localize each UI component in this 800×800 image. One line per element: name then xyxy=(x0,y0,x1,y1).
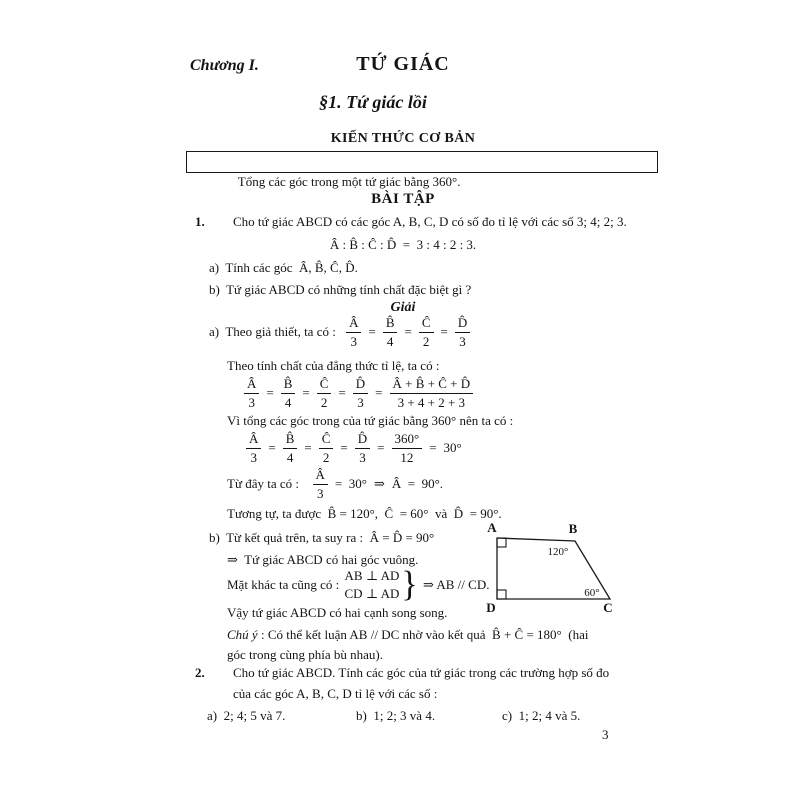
chapter-label: Chương I. xyxy=(190,57,259,74)
knowledge-heading: KIẾN THỨC CƠ BẢN xyxy=(330,131,476,146)
problem2-number: 2. xyxy=(195,665,205,680)
exercises-heading: BÀI TẬP xyxy=(371,191,435,207)
trapezoid-figure xyxy=(475,518,625,616)
solution-b-system-row xyxy=(227,563,489,607)
knowledge-box xyxy=(186,151,658,189)
section-title: §1. Tứ giác lồi xyxy=(319,92,427,112)
problem1-number: 1. xyxy=(195,214,205,229)
solution-b-result-line: b) Từ kết quả trên, ta suy ra : Â = D̂ = 90° xyxy=(209,530,435,545)
equation-angle-a-90: $\frac{Â}{3}$ = 30° ⇒ Â = 90°. xyxy=(313,467,444,501)
chapter-title: TỨ GIÁC xyxy=(356,53,450,75)
problem1-part-a: a) Tính các góc Â, B̂, Ĉ, D̂. xyxy=(209,260,358,275)
solution-b-note-line1 xyxy=(227,626,588,643)
problem2-option-a: a) 2; 4; 5 và 7. xyxy=(207,708,286,723)
solution-a-lead: a) Theo giả thiết, ta có : xyxy=(209,324,340,339)
problem1-part-b: b) Tứ giác ABCD có những tính chất đặc biệt gì ? xyxy=(209,282,472,297)
problem1-statement: Cho tứ giác ABCD có các góc A, B, C, D có số đo tỉ lệ với các số 3; 4; 2; 3. xyxy=(233,214,627,229)
equation-ratio-fractions: $\frac{Â}{3}$ = $\frac{B̂}{4}$ = $\frac{Ĉ}{2}$ = $\frac{D̂}{3}$ xyxy=(346,315,470,349)
system-line2: CD ⊥ AD xyxy=(344,586,400,601)
solution-a-property-line: Theo tính chất của đẳng thức tỉ lệ, ta có : xyxy=(227,358,440,373)
angle-label-c: 60° xyxy=(584,587,600,599)
solution-a-deduce-lead: Từ đây ta có : xyxy=(227,476,306,491)
system-lead: Mặt khác ta cũng có : xyxy=(227,577,343,592)
page-number: 3 xyxy=(602,727,609,742)
solution-b-note-line2: góc trong cùng phía bù nhau). xyxy=(227,647,383,662)
right-angle-mark-d xyxy=(497,590,506,599)
problem2-statement-line2: của các góc A, B, C, D tỉ lệ với các số : xyxy=(233,686,438,701)
angle-label-b: 120° xyxy=(547,546,569,558)
solution-a-sum-line: Vì tổng các góc trong của tứ giác bằng 360° nên ta có : xyxy=(227,413,514,428)
equation-360-over-12: $\frac{Â}{3}$ = $\frac{B̂}{4}$ = $\frac{Ĉ}{2}$ = $\frac{D̂}{3}$ = $\frac{360^\circ}{12}$ = 30° xyxy=(246,427,462,469)
problem2-option-b: b) 1; 2; 3 và 4. xyxy=(356,708,436,723)
right-angle-mark-a xyxy=(497,538,506,547)
vertex-label-c: C xyxy=(603,600,613,615)
note-label: Chú ý xyxy=(227,627,258,642)
note-line1-rest: : Có thể kết luận AB // DC nhờ vào kết quả B̂ + Ĉ = 180° (hai xyxy=(257,627,589,642)
vertex-label-b: B xyxy=(568,521,578,536)
system-result: ⇒ AB // CD. xyxy=(419,577,490,592)
vertex-label-d: D xyxy=(486,600,496,615)
solution-heading: Giải xyxy=(390,300,416,315)
solution-a-given-row xyxy=(209,313,470,351)
equation-proportion-sum: $\frac{Â}{3}$ = $\frac{B̂}{4}$ = $\frac{Ĉ}{2}$ = $\frac{D̂}{3}$ = $\frac{Â + B̂ + Ĉ + D̂}{3 + 4 + 2 + 3}$ xyxy=(244,372,473,414)
solution-b-conclusion: Vậy tứ giác ABCD có hai cạnh song song. xyxy=(227,605,448,620)
problem2-option-c: c) 1; 2; 4 và 5. xyxy=(502,708,581,723)
system-brace: } xyxy=(401,565,418,604)
problem2-statement-line1: Cho tứ giác ABCD. Tính các góc của tứ giác trong các trường hợp số đo xyxy=(233,665,610,680)
solution-a-similar-line: Tương tự, ta được B̂ = 120°, Ĉ = 60° và D̂ = 90°. xyxy=(227,506,502,521)
problem1-ratio-line: Â : B̂ : Ĉ : D̂ = 3 : 4 : 2 : 3. xyxy=(329,237,477,252)
solution-a-deduce-row xyxy=(227,465,443,503)
solution-b-two-right-angles: ⇒ Tứ giác ABCD có hai góc vuông. xyxy=(227,552,419,567)
system-line1: AB ⊥ AD xyxy=(344,568,400,583)
vertex-label-a: A xyxy=(487,520,497,535)
system-equations xyxy=(345,567,400,603)
knowledge-box-text: Tổng các góc trong một tứ giác bằng 360°. xyxy=(237,174,461,189)
